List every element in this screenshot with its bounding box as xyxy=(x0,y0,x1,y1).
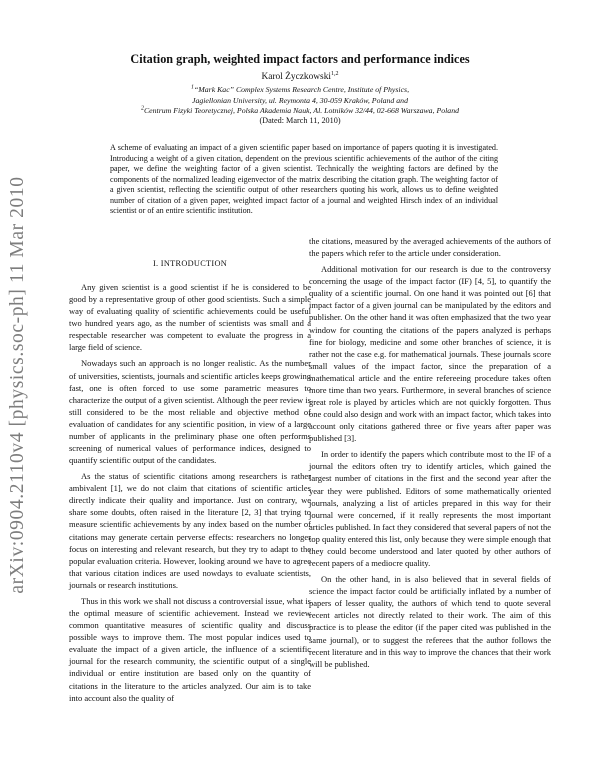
affiliation-1-line-1 xyxy=(50,85,550,95)
author-line xyxy=(60,72,540,82)
paragraph: Any given scientist is a good scientist if he is considered to be good by a representative group of other good scientists. Such a simple way of evaluating quality of scientific achievements could be useful two hundred years ago, as the number of scientists was small and a respectable researcher was competent to evaluate the progress in a large field of science. xyxy=(69,282,311,353)
affiliation-1-text-2: Jagiellonian University, ul. Reymonta 4, 30-059 Kraków, Poland and xyxy=(192,95,408,105)
affiliation-1-text-1: “Mark Kac” Complex Systems Research Centre, Institute of Physics, xyxy=(193,85,410,94)
affiliation-2-mark: 2 xyxy=(140,105,144,112)
author-marks: 1,2 xyxy=(331,70,339,77)
affiliation-2-text: Centrum Fizyki Teoretycznej, Polska Akademia Nauk, Al. Lotników 32/44, 02-668 Warszawa, Poland xyxy=(143,106,460,115)
affiliation-1-mark: 1 xyxy=(190,84,194,91)
right-column xyxy=(309,235,551,674)
paragraph: As the status of scientific citations among researchers is rather ambivalent [1], we do not claim that citations of scientific articles directly indicate their quality and importance. Just on contrary, we share some doubts, often raised in the literature [2, 3] that trying to measure scientific achievements by any index based on the number of citations may generate certain perverse effects: researchers no longer focus on interesting and relevant research, but they try to adapt to the popular evaluation criteria. However, looking around we have to agree that various citation indices are used nowdays to evaluate scientists, journals or research institutions. xyxy=(69,471,311,590)
paragraph: Nowadays such an approach is no longer realistic. As the number of universities, scientists, journals and scientific articles keeps growing fast, one is often forced to use some parametric measures to characterize the output of a given scientist. Although the peer review is still considered to be the most reliable and objective method of evaluation of candidates for any scientific position, in view of a large number of applicants in the preliminary phase one often performs screening of numerical values of performance indices, designed to quantify scientific output of the candidates. xyxy=(69,358,311,466)
affiliation-2 xyxy=(50,106,550,116)
arxiv-stamp xyxy=(2,150,34,620)
left-column xyxy=(69,258,311,708)
affiliation-1-line-2 xyxy=(50,96,550,106)
paper-title: Citation graph, weighted impact factors and performance indices xyxy=(130,52,470,66)
author-name: Karol Życzkowski xyxy=(261,72,331,82)
abstract: A scheme of evaluating an impact of a given scientific paper based on importance of papers quoting it is investigated. Introducing a weight of a given citation, dependent on the previous scientific achievements of the author of the citing paper, we define the weighting factor of a given scientist. Technically the weighting factors are defined by the components of the normalized leading eigenvector of the matrix describing the citation graph. The weighting factor of a given scientist, reflecting the scientific output of other researchers quoting his work, allows us to define weighted number of citation of a given paper, weighted impact factor of a journal and weighted Hirsch index of an individual scientist or of an entire scientific institution. xyxy=(110,143,498,215)
paragraph: Thus in this work we shall not discuss a controversial issue, what is the optimal measure of scientific achievement. Instead we review common quantitative measures of scientific quality and discuss possible ways to improve them. The most popular indices used to evaluate the impact of a given article, the influence of a scientific journal for the research community, the scientific output of a single individual or entire institution are based only on the quantity of citations in the literature to the articles analyzed. Our aim is to take into account also the quality of xyxy=(69,595,311,703)
arxiv-stamp-text: arXiv:0904.2110v4 [physics.soc-ph] 11 Mar 2010 xyxy=(7,176,28,594)
paragraph: In order to identify the papers which contribute most to the IF of a journal the editors often try to identify articles, which gained the largest number of citations in the first and the second year after the year they were published. Editors of some mathematically oriented journals, analyzing a list of articles prepared in this way for their journal were concerned, if it really represents the most important articles published. In fact they considered that several papers of not the top quality entered this list, only because they were simple enough that they could become understood and later quoted by other authors of recent papers of a mediocre quality. xyxy=(309,449,551,569)
paragraph: Additional motivation for our research is due to the controversy concerning the usage of the impact factor (IF) [4, 5], to quantify the quality of a scientific journal. On one hand it was pointed out [6] that impact factor of a given journal can be manipulated by the editors and publisher. On the other hand it was often emphasized that the two year window for counting the citations of the papers analyzed is perhaps fine for biology, medicine and some other branches of science, it is rather not the case e.g. for mathematical journals. These journals score small values of the impact factor, since the preparation of a mathematical article and the entire refereeing procedure takes often more time than two years. Furthermore, in several branches of science great role is played by articles which are not quickly forgotten. Thus one could also design and work with an impact factor, which takes into account only citations gathered three or five years after paper was published [3]. xyxy=(309,264,551,444)
paragraph: the citations, measured by the averaged achievements of the authors of the papers which refer to the article under consideration. xyxy=(309,236,551,259)
section-heading: I. INTRODUCTION xyxy=(152,259,228,268)
paragraph: On the other hand, in is also believed that in several fields of science the impact factor could be artificially inflated by a number of papers of lesser quality, the authors of which tend to quote several recent articles not directly related to their work. The aim of this practice is to please the editor (if the paper cited was published in the same journal), or to suggest the referees that the author follows the recent literature and in this way to improve the chances that their work will be published. xyxy=(309,574,551,669)
dated-line: (Dated: March 11, 2010) xyxy=(259,116,341,125)
